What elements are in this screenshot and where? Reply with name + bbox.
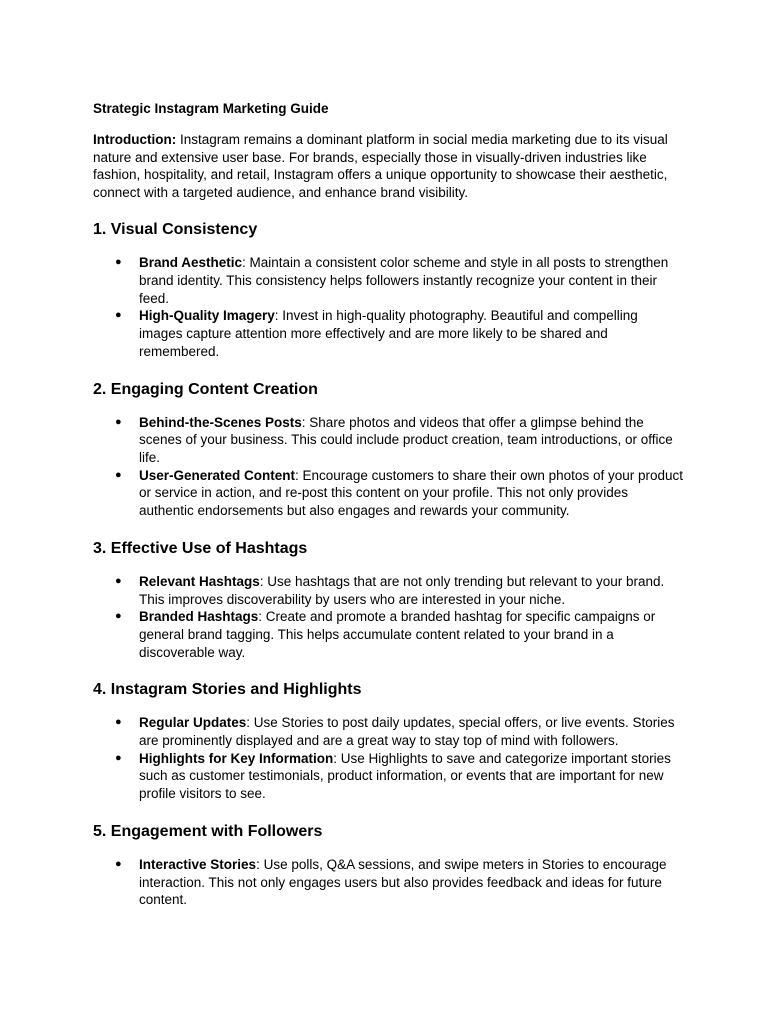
section-heading: 1. Visual Consistency: [93, 221, 258, 239]
bullet-icon: ●: [115, 751, 122, 764]
item-text: : Invest in high-quality photography. Beautiful and compelling images capture attention more effectively and are more likely to be shared and remembered.: [139, 308, 638, 359]
bullet-list: [93, 254, 683, 360]
section-heading: 4. Instagram Stories and Highlights: [93, 681, 362, 699]
section-engagement-followers: [93, 822, 683, 909]
section-visual-consistency: [93, 220, 683, 360]
item-text: : Use hashtags that are not only trending but relevant to your brand. This improves discoverability by users who are interested in your niche.: [139, 573, 665, 607]
list-item: [93, 714, 683, 749]
list-item: [93, 608, 683, 661]
item-term: User-Generated Content: [139, 467, 296, 483]
list-item: [93, 254, 683, 307]
item-term: Brand Aesthetic: [139, 255, 243, 271]
document-page: [93, 100, 683, 909]
item-text: : Create and promote a branded hashtag for specific campaigns or general brand tagging. This helps accumulate content related to your brand in a discoverable way.: [139, 609, 656, 660]
item-text: : Maintain a consistent color scheme and style in all posts to strengthen brand identity. This consistency helps followers instantly recognize your content in their feed.: [139, 255, 669, 306]
document-title: Strategic Instagram Marketing Guide: [93, 101, 329, 116]
introduction-lead: Introduction:: [93, 132, 177, 147]
section-hashtags: [93, 539, 683, 662]
section-stories-highlights: [93, 680, 683, 803]
bullet-list: [93, 714, 683, 803]
list-item: [93, 750, 683, 803]
bullet-icon: ●: [115, 610, 122, 623]
item-text: : Use polls, Q&A sessions, and swipe meters in Stories to encourage interaction. This not only engages users but also provides feedback and ideas for future content.: [139, 856, 667, 908]
bullet-icon: ●: [115, 857, 122, 870]
list-item: [93, 573, 683, 608]
introduction-paragraph: [93, 131, 683, 201]
item-term: Behind-the-Scenes Posts: [139, 414, 302, 430]
bullet-icon: ●: [115, 256, 122, 269]
list-item: [93, 467, 683, 520]
bullet-list: [93, 856, 683, 909]
item-term: Interactive Stories: [139, 856, 257, 872]
item-text: : Use Highlights to save and categorize important stories such as customer testimonials, product information, or events that are important for new profile visitors to see.: [139, 750, 671, 802]
item-text: : Share photos and videos that offer a glimpse behind the scenes of your business. This could include product creation, team introductions, or office life.: [139, 414, 673, 465]
list-item: [93, 856, 683, 909]
section-heading: 2. Engaging Content Creation: [93, 380, 318, 398]
bullet-list: [93, 414, 683, 520]
bullet-icon: ●: [115, 415, 122, 428]
bullet-icon: ●: [115, 574, 122, 587]
bullet-icon: ●: [115, 716, 122, 729]
list-item: [93, 414, 683, 467]
item-text: : Use Stories to post daily updates, special offers, or live events. Stories are prominently displayed and are a great way to stay top of mind with followers.: [139, 715, 675, 749]
bullet-icon: ●: [115, 309, 122, 322]
list-item: [93, 307, 683, 360]
section-heading: 5. Engagement with Followers: [93, 822, 323, 840]
section-engaging-content: [93, 380, 683, 520]
section-heading: 3. Effective Use of Hashtags: [93, 539, 308, 557]
bullet-list: [93, 573, 683, 662]
item-text: : Encourage customers to share their own photos of your product or service in action, and re-post this content on your profile. This not only provides authentic endorsements but also engages and rewards your community.: [139, 467, 683, 519]
item-term: Branded Hashtags: [139, 609, 259, 625]
item-term: Regular Updates: [139, 715, 247, 731]
introduction-text: Instagram remains a dominant platform in social media marketing due to its visual nature and extensive user base. For brands, especially those in visually-driven industries like fashion, hospitality, and retail, Instagram offers a unique opportunity to showcase their aesthetic, connect with a targeted audience, and enhance brand visibility.: [93, 132, 668, 200]
bullet-icon: ●: [115, 468, 122, 481]
item-term: Relevant Hashtags: [139, 573, 260, 589]
item-term: Highlights for Key Information: [139, 750, 334, 766]
item-term: High-Quality Imagery: [139, 308, 275, 324]
